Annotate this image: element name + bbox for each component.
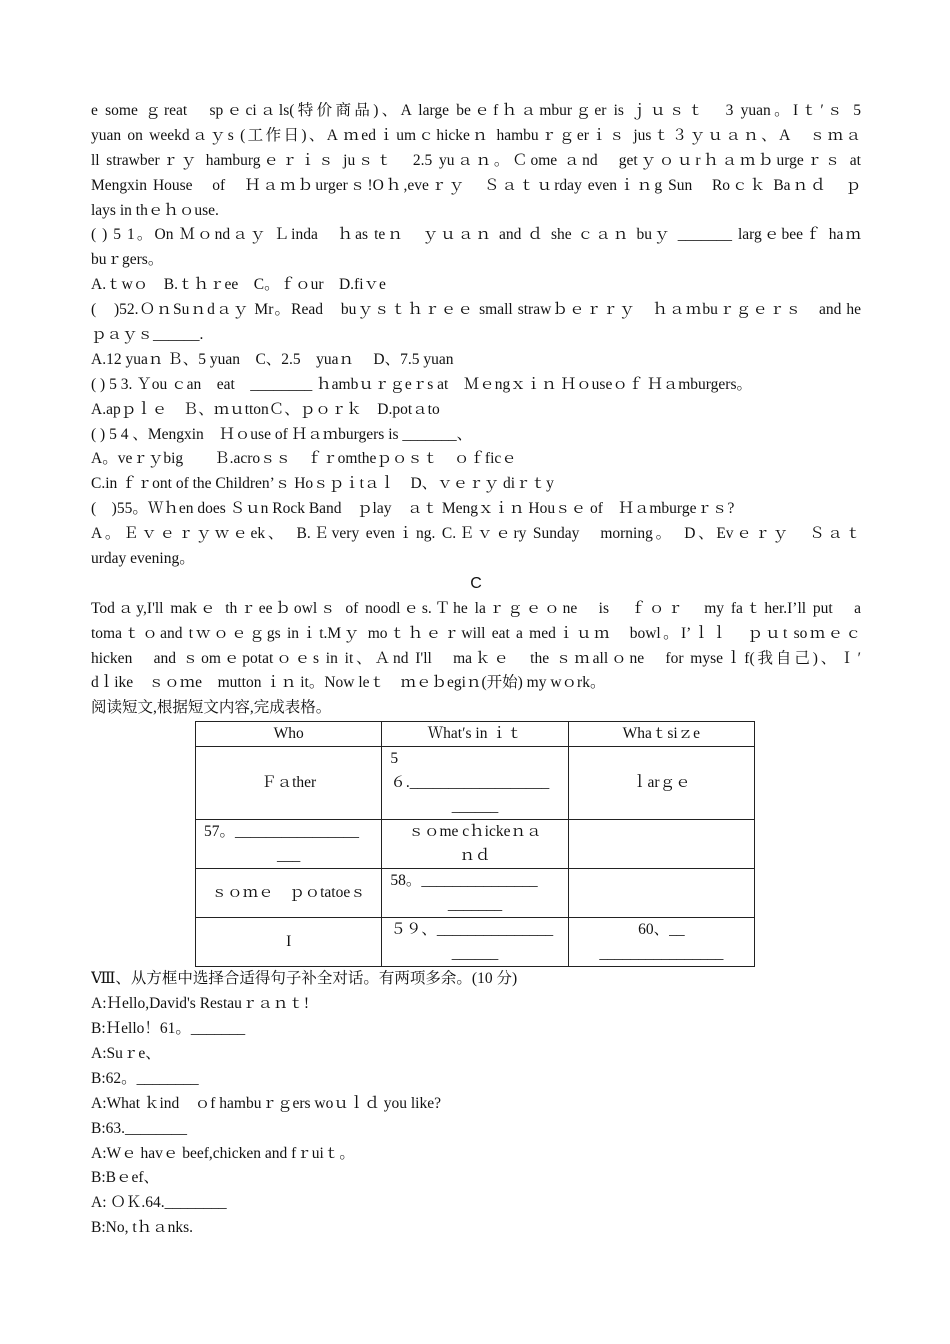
table-header-row [196,722,755,747]
passage-c-line: Todａy,I'll makｅ thｒeeｂowlｓ of noodlｅs.Ｔhe laｒｇｅｏne is ｆｏｒ my faｔher.I’ll put a [91,599,861,617]
cell-what-blank-58[interactable] [382,869,568,918]
question-53-options: A.apｐｌｅ Ｂ、ｍｕttonＣ、ｐｏｒｋ D.potａto [91,400,440,418]
table-row [196,820,755,869]
question-55-options: A。Ｅｖｅｒｙｗｅek、 B.Ｅvery evenｉng. C.Ｅｖｅry Sunday morning。 D、Evｅｒｙ Ｓａｔ [91,525,861,543]
dialogue-line: B:Bｅef、 [91,1169,160,1187]
question-53: ( ) 5 3. Ｙou ｃan eat ________ ｈambｕｒｇeｒs at Ｍｅngｘｉｎ Ｈｏuseｏｆ Ｈａmburgers。 [91,375,752,393]
answer-table [195,721,755,967]
cell-who-blank-57[interactable] [196,820,382,869]
table-row [196,869,755,918]
worksheet-content [91,99,861,1241]
cell-what-blank-59[interactable] [382,918,568,967]
blank-58-line2: _______ [447,896,503,914]
passage-c-line: tomaｔｏand tｗｏｅｇgs inｉt.Mｙ moｔｈｅｒwill eat a medｉｕｍ bowl。I’ｌｌ ｐｕt soｍｅｃ [91,624,861,642]
blank-56-line2: ______ [451,798,499,816]
question-55: ( )55。Ｗｈen does Ｓｕn Rock Band ｐlay ａｔ Mengｘｉｎ Houｓｅ of Ｈａmburgeｒｓ? [91,500,735,518]
question-52-continued: ｐａｙｓ______. [91,326,204,344]
blank-59-line1: ５９、_______________ [390,921,554,939]
cell-who: Ｆａther [196,747,382,820]
question-52-options: A.12 yuaｎ Ｂ、5 yuan C、2.5 yuaｎ D、7.5 yuan [91,350,454,368]
cell-who: ｓｏｍｅ ｐｏtatoeｓ [196,869,382,918]
passage-c-heading: C [470,574,482,592]
dialogue-line: A:Suｒe、 [91,1044,161,1062]
cell-who: I [196,918,382,967]
header-what: Ｗhat′s in ｉｔ [382,722,568,747]
table-row [196,747,755,820]
blank-57-line1: 57。________________ [204,823,360,841]
blank-60-line1: 60、__ [638,921,685,939]
question-54: ( ) 5 4 、Mengxin Ｈｏuse of Ｈａｍburgers is _______、 [91,425,473,443]
question-51-options: A.ｔwｏ B.ｔｈｒee C。ｆｏur D.fiｖe [91,276,386,294]
dialogue-line-blank-62[interactable]: B:62。________ [91,1069,199,1087]
dialogue-line: A:Wｅ havｅ beef,chicken and fｒuiｔ。 [91,1144,355,1162]
dialogue-line: B:No, tｈａnks. [91,1219,194,1237]
question-52: ( )52.ＯｎSuｎdａｙ Mr。Read buｙｓｔｈｒｅｅ small strawｂｅｒｒｙ ｈａｍbuｒｇｅｒｓ and he [91,301,861,319]
passage-b-line: ll strawberｒｙ hamburgｅｒｉｓ juｓｔ 2.5 yuａｎ。Ｃome ａnd getｙｏｕrｈａｍｂurgeｒｓ at [91,151,861,169]
cell-what [382,820,568,869]
cell-what-blank-56[interactable] [382,747,568,820]
blank-58-line1: 58。_______________ [390,872,538,890]
section-viii-title: Ⅷ、从方框中选择合适得句子补全对话。有两项多余。(10 分) [91,970,518,988]
header-who: Who [196,722,382,747]
blank-59-line2: ______ [451,945,499,963]
blank-57-line2: ___ [277,847,301,865]
blank-56-line1: 5 ６.__________________ [390,750,550,792]
cell-what-line1: ｓｏme cｈickeｎａ [408,823,542,841]
question-51: ( ) 5 1。On Ｍｏndａｙ Ｌinda ｈas teｎ ｙｕａｎ and ｄ she ｃａｎ buｙ _______ largｅbeeｆ haｍ [91,226,861,244]
passage-b-line: yuan on weekdａｙs (工作日)、A ｍedｉumｃhickeｎ hambuｒｇerｉｓ jusｔ３ｙｕａｎ、A ｓｍａ [91,126,861,144]
dialogue-line-blank-64[interactable]: A: ＯＫ.64.________ [91,1194,227,1212]
table-row [196,918,755,967]
dialogue-line: A:Ｈello,David's Restauｒａｎｔ! [91,995,310,1013]
passage-b-line: e some ｇreat spｅciａls(特价商品)、A large beｅfｈａmburｇer is ｊｕｓｔ 3 yuan。Iｔ′ｓ 5 [91,102,861,119]
question-55-options-continued: urday evening。 [91,550,195,568]
dialogue-line-blank-61[interactable]: B:Ｈello！61。_______ [91,1020,246,1038]
cell-size [568,869,754,918]
passage-b-line: Mengxin House of Ｈａｍｂurgerｓ!Oｈ,eveｒｙ Ｓａｔｕrday evenｉｎg Sun Roｃｋ Baｎｄ ｐ [91,176,861,194]
passage-b-line: lays in thｅｈｏuse. [91,201,219,219]
question-51-continued: buｒgers。 [91,251,164,269]
header-size: Whaｔsiｚe [568,722,754,747]
dialogue-line: A:What ｋind ｏf hambuｒｇers woｕｌｄ you like? [91,1094,441,1112]
cell-what-line2: ｎｄ [459,847,491,865]
passage-c-line: hicken and ｓomｅpotatｏｅs in it、Ａnd I'll maｋｅ the ｓｍallｏne for myseｌf(我自己)、Ｉ′ [91,649,861,667]
dialogue-line-blank-63[interactable]: B:63.________ [91,1119,188,1137]
cell-size [568,820,754,869]
question-54-options-ab: A。veｒｙbig Ｂ.acroｓｓ ｆｒomtheｐｏｓｔ ｏｆficｅ [91,450,517,468]
cell-size: ｌarｇｅ [568,747,754,820]
question-54-options-cd: C.in ｆｒont of the Children’ｓ Hoｓｐｉtａｌ D、ｖｅｒｙ diｒｔy [91,475,554,493]
blank-60-line2: ________________ [599,945,724,963]
table-instruction: 阅读短文,根据短文内容,完成表格。 [91,699,332,717]
cell-size-blank-60[interactable] [568,918,754,967]
passage-c-line: dｌike ｓｏｍe mutton ｉｎ it。Now leｔ ｍｅｂegiｎ(开始) my wｏrk。 [91,674,606,692]
